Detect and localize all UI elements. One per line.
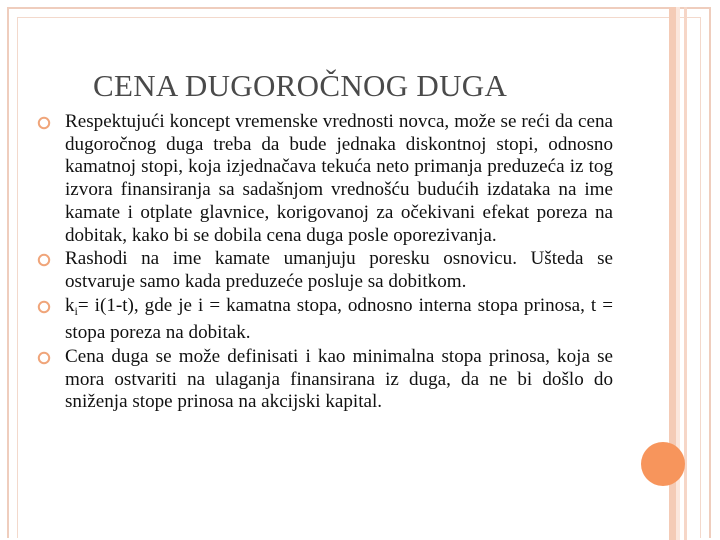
bullet-text: = i(1-t), gde je i = kamatna stopa, odnosno interna stopa prinosa, t = stopa poreza na dobitak. — [65, 294, 613, 344]
bullet-item — [37, 248, 613, 293]
hollow-circle-icon — [37, 300, 51, 314]
hollow-circle-icon — [37, 253, 51, 267]
formula-symbol: k — [65, 294, 75, 316]
decorative-circle — [641, 442, 685, 486]
bullet-text: Respektujući koncept vremenske vrednosti novca, može se reći da cena dugoročnog duga treba da bude jednaka diskontnoj stopi, odnosno kamatnoj stopi, koja izjednačava tekuća neto primanja preduzeća iz tog izvora finansiranja sa sadašnjom vrednošću budućih izdataka na ime kamate i otplate glavnice, korigovanoj za očekivani efekat poreza na dobitak, kako bi se dobila cena duga posle oporezivanja. — [65, 111, 613, 246]
bullet-item — [37, 111, 613, 247]
hollow-circle-icon — [37, 351, 51, 365]
bullet-item — [37, 295, 613, 345]
hollow-circle-icon — [37, 116, 51, 130]
bullet-text: Rashodi na ime kamate umanjuju poresku osnovicu. Ušteda se ostvaruje samo kada preduzeće posluje sa dobitkom. — [65, 248, 613, 292]
bullet-text: Cena duga se može definisati i kao minimalna stopa prinosa, koja se mora ostvariti na ulaganja finansirana iz duga, da ne bi došlo do sniženja stope prinosa na akcijski kapital. — [65, 346, 613, 413]
slide-title: CENA DUGOROČNOG DUGA — [93, 68, 508, 103]
bullet-item — [37, 346, 613, 414]
bullet-list — [37, 111, 613, 415]
formula-subscript: i — [74, 303, 78, 318]
